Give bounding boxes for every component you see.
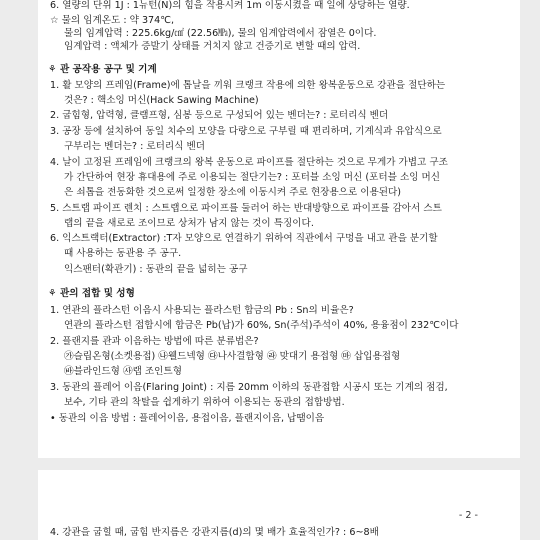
text-line: 2. 플랜지를 관과 이음하는 방법에 따른 분류법은? xyxy=(50,336,259,347)
text-line: ☆ 물의 임계온도 : 약 374℃, xyxy=(50,15,175,26)
text-line: 가 간단하여 현장 휴대용에 주로 이용되는 절단기는? : 포터블 소잉 머신 (포터블 소잉 머신 xyxy=(64,172,441,183)
text-line: 3. 공장 등에 설치하여 동일 치수의 모양을 다량으로 구부릴 때 편리하며, 기계식과 유압식으로 xyxy=(50,126,442,137)
page-number: - 2 - xyxy=(458,510,478,521)
section-heading: ⚘ 관의 접합 및 성형 xyxy=(48,288,135,299)
text-line: 5. 스트랩 파이프 렌치 : 스트랩으로 파이프를 둘러어 하는 반대방향으로 파이프를 감아서 스트 xyxy=(50,203,442,214)
text-line: 것은? : 핵소잉 머신(Hack Sawing Machine) xyxy=(64,95,259,106)
document-page-1 xyxy=(38,0,520,458)
text-line: ㉳블라인드형 ㉴랩 조인트형 xyxy=(64,366,182,377)
text-line: 은 쇠톱을 전동화한 것으로써 일정한 장소에 이동시켜 주로 현장용으로 이용된다) xyxy=(64,187,402,198)
text-line: 2. 굽힘형, 압력형, 클램프형, 심봉 등으로 구성되어 있는 벤더는? : 로터리식 벤더 xyxy=(50,110,389,121)
text-line: 1. 연관의 플라스턴 이음시 사용되는 플라스턴 합금의 Pb : Sn의 비율은? xyxy=(50,305,354,316)
text-line: 연관의 플라스턴 접합시에 합금은 Pb(납)가 60%, Sn(주석)주석이 40%, 용융점이 232℃이다 xyxy=(64,320,459,331)
text-line: • 동관의 이음 방법 : 플레어이음, 용접이음, 플랜지이음, 납땜이음 xyxy=(50,413,325,424)
text-line: 4. 날이 고정된 프레임에 크랭크의 왕복 운동으로 파이프를 절단하는 것으로 무게가 가볍고 구조 xyxy=(50,157,448,168)
text-line: 1. 활 모양의 프레임(Frame)에 톱날을 끼워 크랭크 작용에 의한 왕복운동으로 강관을 절단하는 xyxy=(50,80,446,91)
text-line: 익스팬터(확관기) : 동관의 끝을 넓히는 공구 xyxy=(64,264,248,275)
text-line: 구부리는 벤더는? : 로터리식 벤더 xyxy=(64,141,206,152)
text-line: 보수, 기타 관의 착탈을 쉽게하기 위하여 이용되는 동관의 접합방법. xyxy=(64,397,345,408)
text-line: 물의 임계압력 : 225.6kg/㎠ (22.56㎫), 물의 임계압력에서 잠열은 0이다. xyxy=(64,28,377,39)
text-line: 6. 익스트랙터(Extractor) :T자 모양으로 연결하기 위하여 직관에서 구멍을 내고 관을 분기할 xyxy=(50,233,438,244)
document-page-2 xyxy=(38,470,520,540)
text-line: 3. 동관의 플레어 이음(Flaring Joint) : 지름 20mm 이하의 동관접합 시공시 또는 기계의 점검, xyxy=(50,382,448,393)
text-line: 랩의 끝을 새로로 조이므로 상처가 남지 않는 것이 특징이다. xyxy=(64,218,314,229)
text-line: 6. 열량의 단위 1J : 1뉴턴(N)의 힘을 작용시켜 1m 이동시켰을 때 일에 상당하는 열량. xyxy=(50,0,410,11)
text-line: ㉮슬립온형(소켓용접) ㉯웰드넥형 ㉰나사결합형 ㉱ 맞대기 용접형 ㉲ 삽입용접형 xyxy=(64,351,401,362)
text-line: 4. 강관을 굽힐 때, 굽힘 반지름은 강관지름(d)의 몇 배가 효율적인가? : 6~8배 xyxy=(50,527,379,538)
section-heading: ⚘ 관 공작용 공구 및 기계 xyxy=(48,64,157,75)
text-line: 때 사용하는 동관용 주 공구. xyxy=(64,248,182,259)
text-line: 임계압력 : 액체가 증발기 상태를 거치지 않고 건증기로 변할 때의 압력. xyxy=(64,41,361,52)
